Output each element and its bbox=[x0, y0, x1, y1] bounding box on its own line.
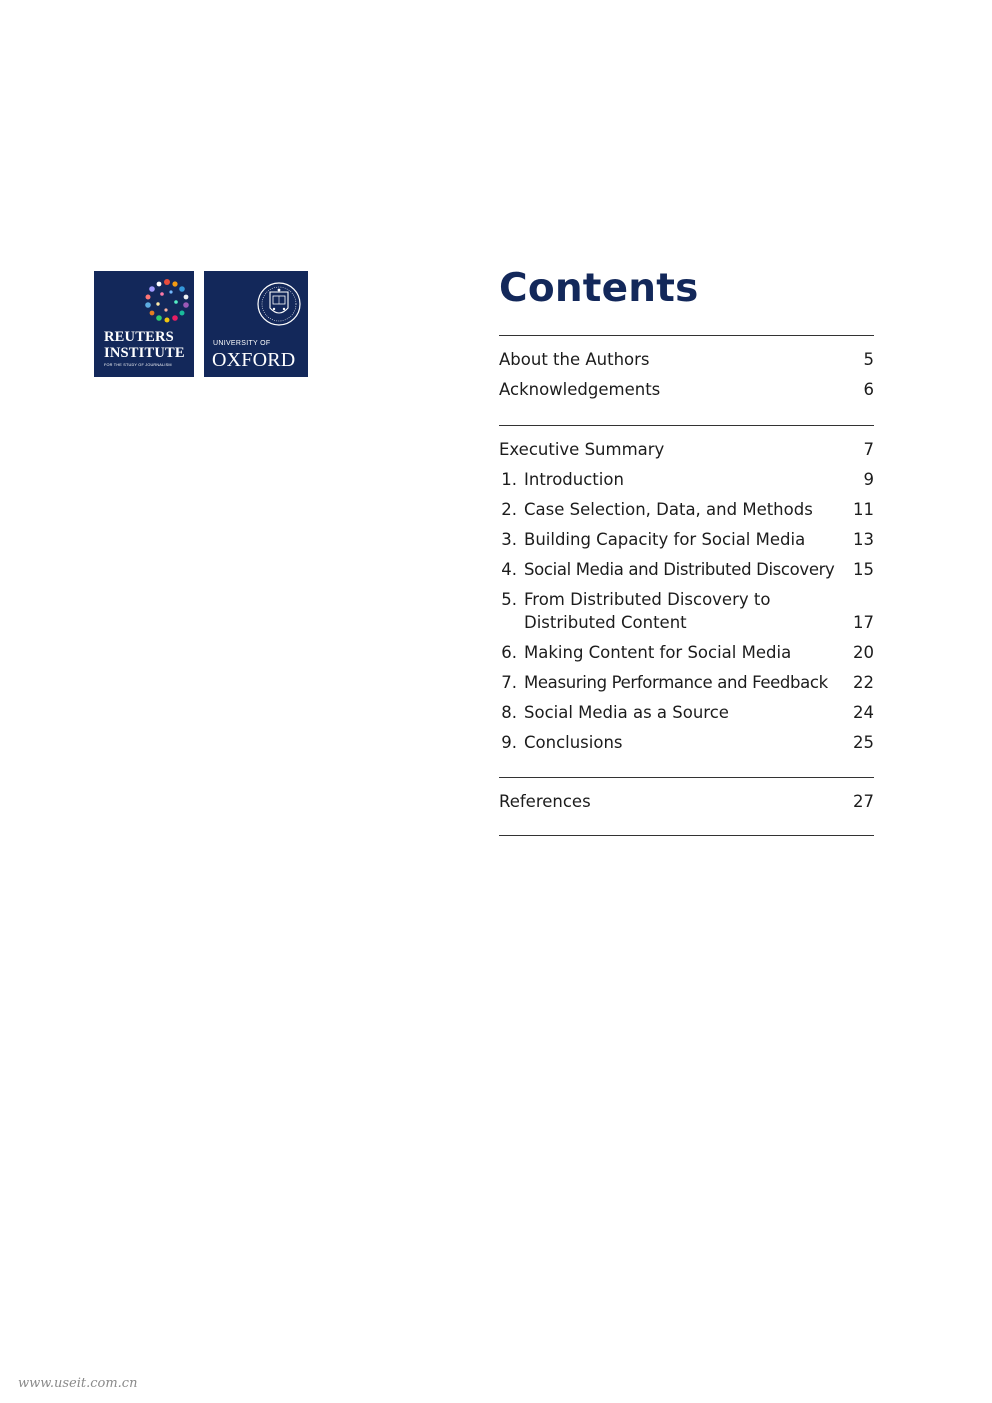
divider bbox=[499, 777, 874, 778]
toc-entry-page: 22 bbox=[853, 673, 874, 692]
toc-entry-title: From Distributed Discovery to bbox=[524, 590, 771, 609]
toc-entry-page: 5 bbox=[863, 350, 874, 369]
toc-entry[interactable] bbox=[499, 588, 874, 634]
toc-entry-number: 1. bbox=[501, 470, 517, 489]
toc-entry-title: Case Selection, Data, and Methods bbox=[524, 500, 813, 519]
toc-entry-title: Measuring Performance and Feedback bbox=[524, 673, 828, 692]
toc-entry-title: Making Content for Social Media bbox=[524, 643, 792, 662]
divider bbox=[499, 425, 874, 426]
toc-entry-title: About the Authors bbox=[499, 350, 650, 369]
toc-entry-number: 7. bbox=[501, 673, 517, 692]
toc-entry-page: 15 bbox=[853, 560, 874, 579]
toc-entry-title: Introduction bbox=[524, 470, 624, 489]
toc-entry-number: 9. bbox=[501, 733, 517, 752]
watermark: www.useit.com.cn bbox=[18, 1376, 138, 1391]
oxford-crest-icon bbox=[256, 278, 302, 334]
toc-entry-page: 6 bbox=[863, 380, 874, 399]
toc-entry-title: Building Capacity for Social Media bbox=[524, 530, 806, 549]
page-title: Contents bbox=[499, 266, 699, 311]
reuters-institute-logo bbox=[94, 271, 194, 377]
university-of-text: UNIVERSITY OF bbox=[213, 340, 271, 347]
toc-entry-title: Conclusions bbox=[524, 733, 623, 752]
reuters-dots-ring-icon bbox=[144, 278, 190, 324]
toc-entry-number: 3. bbox=[501, 530, 517, 549]
toc-entry-page: 11 bbox=[853, 500, 874, 519]
toc-entry-page: 9 bbox=[863, 470, 874, 489]
oxford-logo-text: OXFORD bbox=[212, 349, 296, 371]
toc-entry-page: 20 bbox=[853, 643, 874, 662]
toc-entry-number: 2. bbox=[501, 500, 517, 519]
toc-entry-page: 24 bbox=[853, 703, 874, 722]
toc-entry-number: 6. bbox=[501, 643, 517, 662]
toc-entry-page: 25 bbox=[853, 733, 874, 752]
toc-entry-title: Social Media as a Source bbox=[524, 703, 729, 722]
toc-entry-number: 8. bbox=[501, 703, 517, 722]
toc-entry-number: 5. bbox=[501, 590, 517, 609]
toc-entry-title: Social Media and Distributed Discovery bbox=[524, 560, 835, 579]
oxford-logo bbox=[204, 271, 308, 377]
divider bbox=[499, 835, 874, 836]
reuters-tagline: FOR THE STUDY OF JOURNALISM bbox=[104, 363, 172, 367]
toc-entry-title: Acknowledgements bbox=[499, 380, 661, 399]
reuters-logo-text: REUTERS bbox=[104, 329, 174, 345]
toc-entry-title: Executive Summary bbox=[499, 440, 665, 459]
toc-entry-page: 13 bbox=[853, 530, 874, 549]
toc-entry-number: 4. bbox=[501, 560, 517, 579]
toc-entry-page: 7 bbox=[863, 440, 874, 459]
toc-entry-title: References bbox=[499, 792, 591, 811]
toc-entry-page: 27 bbox=[853, 792, 874, 811]
institute-logo-text: INSTITUTE bbox=[104, 345, 185, 361]
toc-entry-page: 17 bbox=[853, 613, 874, 632]
divider bbox=[499, 335, 874, 336]
toc-entry-title-continued: Distributed Content bbox=[524, 613, 687, 632]
